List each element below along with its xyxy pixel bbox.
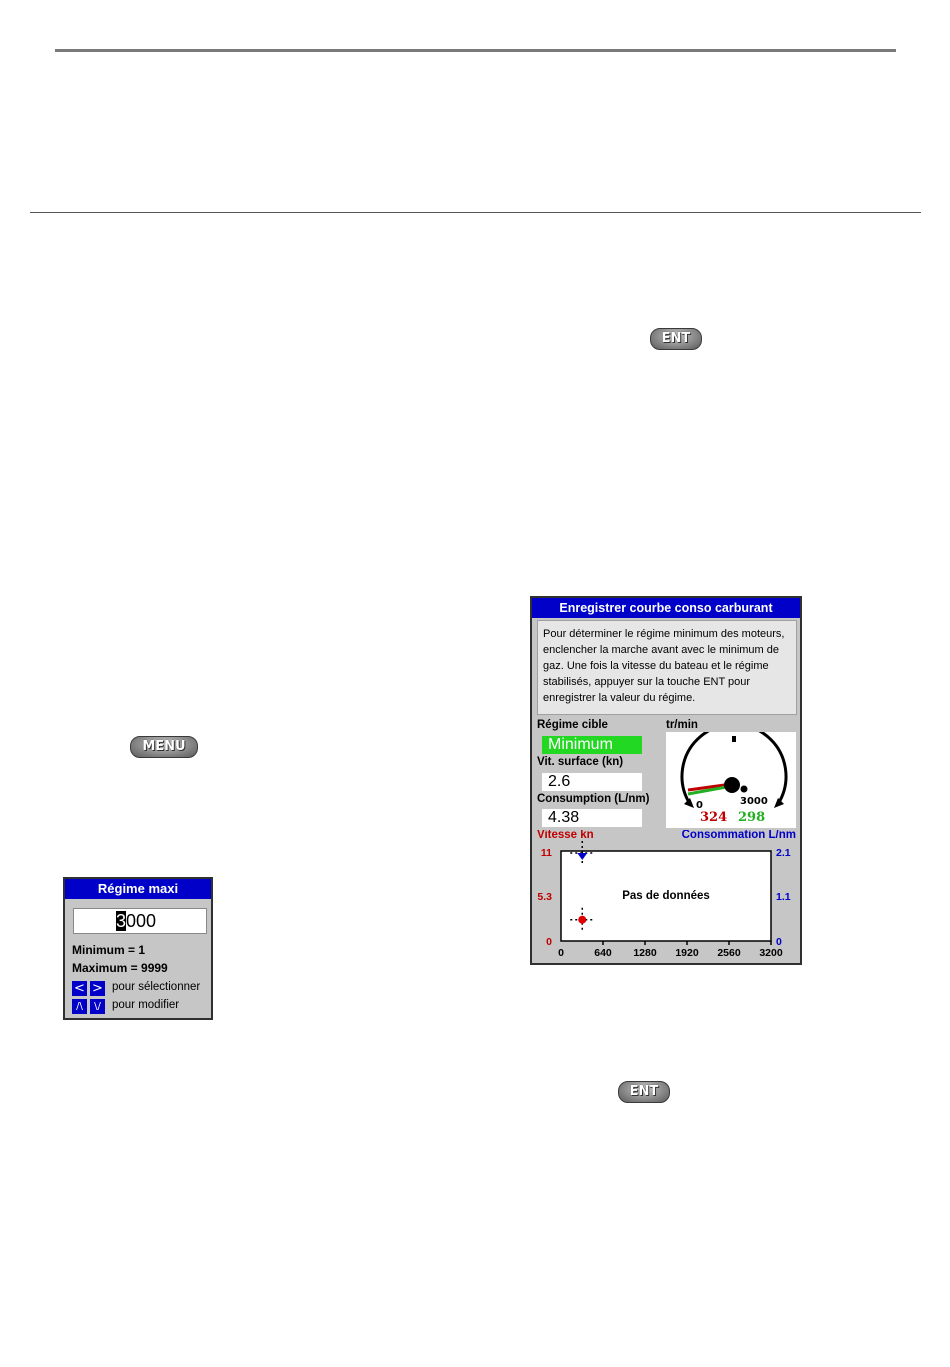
header-rule bbox=[55, 49, 896, 52]
hint-modify: pour modifier bbox=[112, 999, 180, 1011]
right-tick-label: 1.1 bbox=[776, 891, 791, 903]
consumption-label: Consumption (L/nm) bbox=[537, 793, 650, 805]
dialog-title: Enregistrer courbe conso carburant bbox=[532, 598, 800, 618]
ent-key-icon-bottom: ENT bbox=[618, 1081, 670, 1103]
arrow-up-icon[interactable]: /\ bbox=[72, 999, 87, 1014]
edit-cursor: 3 bbox=[116, 911, 127, 931]
arrow-down-icon[interactable]: \/ bbox=[90, 999, 105, 1014]
right-tick-label: 2.1 bbox=[776, 847, 791, 859]
ent-key-icon: ENT bbox=[650, 328, 702, 350]
left-tick-label: 0 bbox=[546, 936, 552, 948]
arrow-left-icon[interactable]: < bbox=[72, 981, 87, 996]
regime-maxi-dialog bbox=[63, 877, 213, 1020]
gauge-left-arrow-icon bbox=[684, 798, 694, 808]
minimum-text: Minimum = 1 bbox=[72, 943, 146, 957]
regime-value-input[interactable] bbox=[73, 908, 207, 934]
right-tick-label: 0 bbox=[776, 936, 782, 948]
gauge-right-arrow-icon bbox=[774, 798, 784, 808]
speed-marker bbox=[578, 916, 586, 924]
instructions-text: Pour déterminer le régime minimum des moteurs, enclencher la marche avant avec le minimum de gaz. Une fois la vitesse du bateau et le régime stabilisés, appuyer sur la touche ENT pour enregistrer la valeur du régime. bbox=[537, 620, 797, 715]
left-tick-label: 5.3 bbox=[537, 891, 552, 903]
x-tick-label: 0 bbox=[558, 947, 564, 959]
consumption-value: 4.38 bbox=[542, 809, 642, 827]
gauge-reading-left: 324 bbox=[700, 810, 728, 825]
target-label: Régime cible bbox=[537, 719, 608, 731]
x-tick-label: 640 bbox=[594, 947, 612, 959]
gauge-reading-right: 298 bbox=[738, 810, 766, 825]
dialog-title: Régime maxi bbox=[65, 879, 211, 899]
arrow-right-icon[interactable]: > bbox=[90, 981, 105, 996]
left-axis-title: Vitesse kn bbox=[537, 830, 594, 841]
right-axis-title: Consommation L/nm bbox=[681, 830, 796, 841]
hint-select: pour sélectionner bbox=[112, 981, 201, 993]
fuel-curve-chart bbox=[532, 830, 800, 959]
maximum-text: Maximum = 9999 bbox=[72, 961, 168, 975]
value-rest: 000 bbox=[126, 911, 157, 931]
no-data-text: Pas de données bbox=[622, 890, 710, 902]
x-tick-label: 1280 bbox=[633, 947, 657, 959]
speed-value: 2.6 bbox=[542, 773, 642, 791]
gauge-hub-dot bbox=[741, 786, 748, 793]
rpm-gauge bbox=[666, 732, 796, 828]
gauge-max-label: 3000 bbox=[740, 796, 768, 807]
gauge-min-label: 0 bbox=[696, 800, 703, 811]
x-tick-label: 2560 bbox=[717, 947, 741, 959]
left-tick-label: 11 bbox=[540, 847, 552, 859]
x-tick-label: 1920 bbox=[675, 947, 699, 959]
target-value[interactable]: Minimum bbox=[542, 736, 642, 754]
fuel-curve-dialog bbox=[530, 596, 802, 965]
section-rule bbox=[30, 212, 921, 213]
menu-key-icon: MENU bbox=[130, 736, 198, 758]
gauge-unit-label: tr/min bbox=[666, 719, 698, 731]
gauge-hub bbox=[724, 777, 740, 793]
x-tick-label: 3200 bbox=[759, 947, 783, 959]
speed-label: Vit. surface (kn) bbox=[537, 756, 624, 768]
